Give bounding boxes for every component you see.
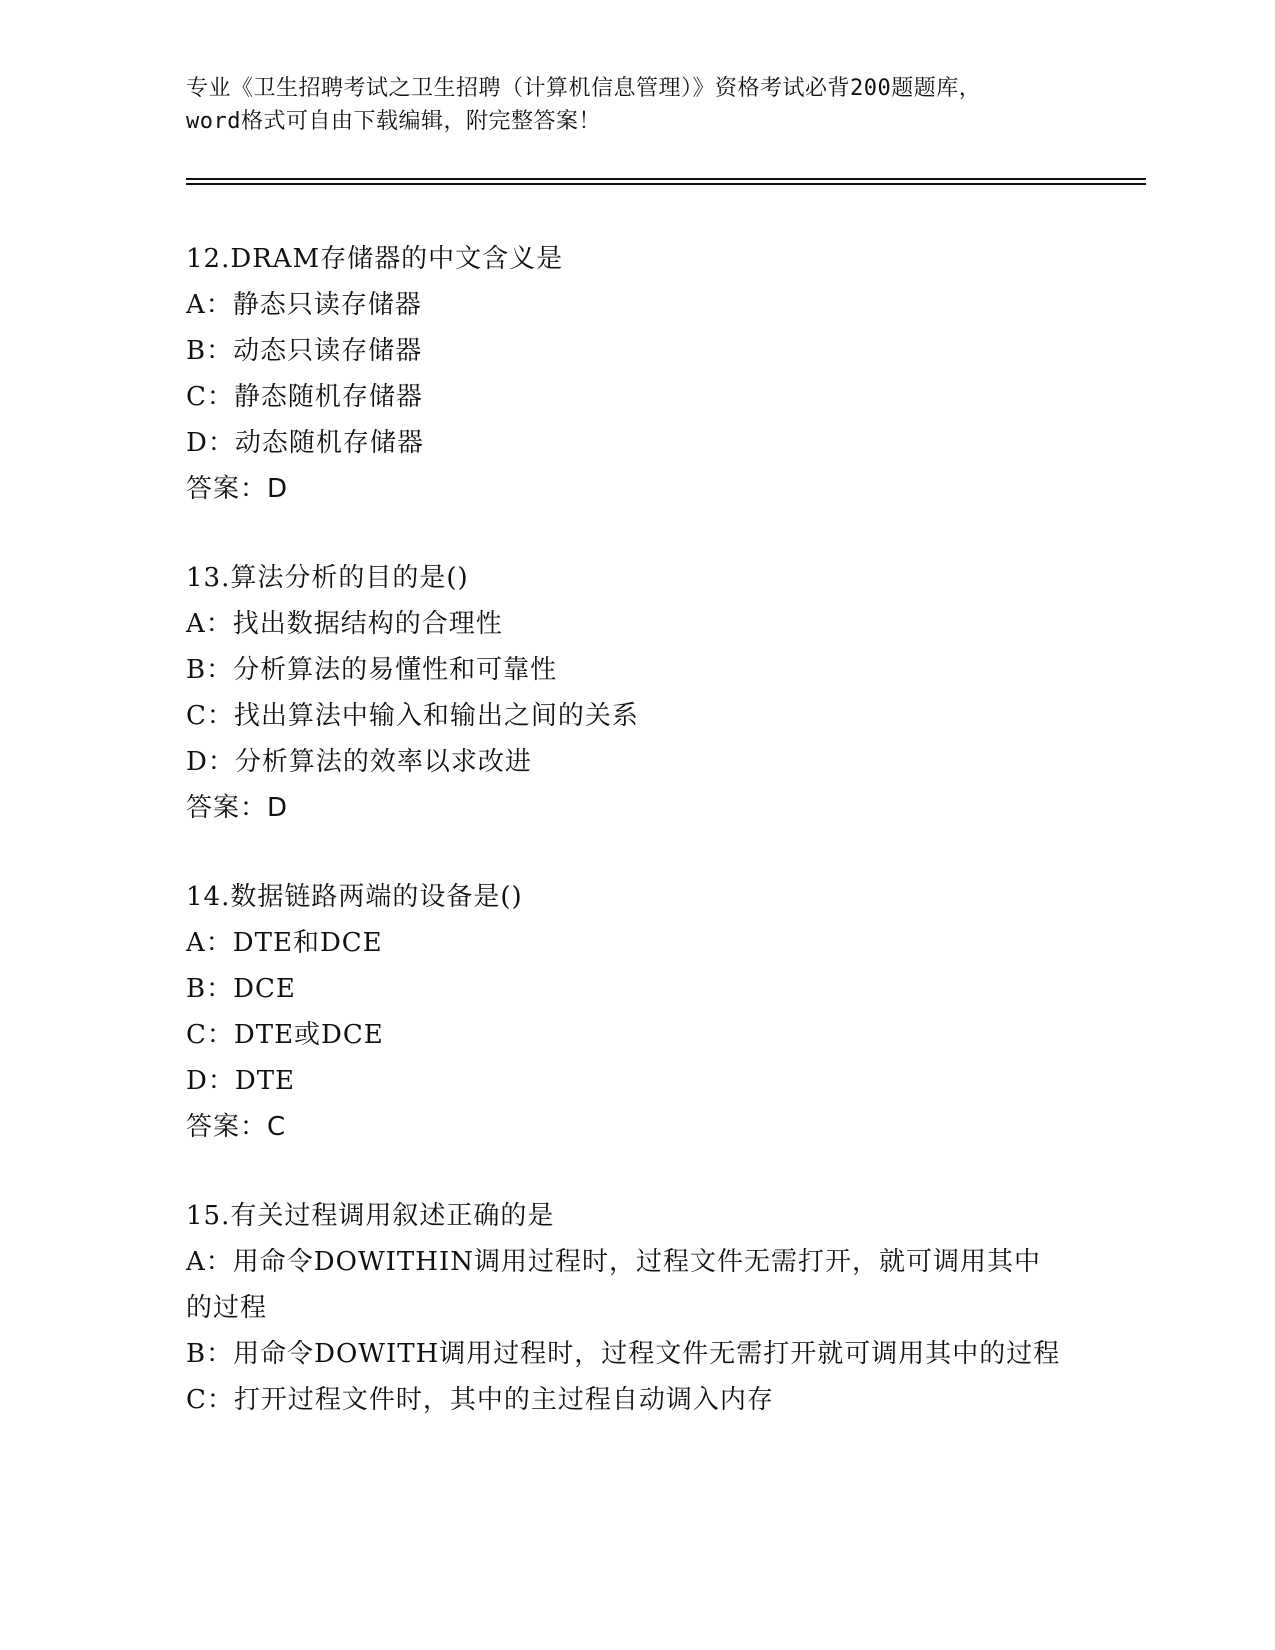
answer-line: 答案：C (186, 1112, 287, 1142)
header-line-2: word格式可自由下载编辑，附完整答案！ (186, 109, 601, 134)
option-c: C：DTE或DCE (186, 1020, 384, 1050)
option-a: A：用命令DOWITHIN调用过程时，过程文件无需打开，就可调用其中的过程 (186, 1247, 1041, 1323)
option-b: B：用命令DOWITH调用过程时，过程文件无需打开就可调用其中的过程 (186, 1339, 1061, 1369)
header-line-1: 专业《卫生招聘考试之卫生招聘（计算机信息管理）》资格考试必背200题题库， (186, 76, 982, 101)
header-divider-top (186, 178, 1146, 180)
header-divider-bottom (186, 183, 1146, 185)
option-a: A：静态只读存储器 (186, 290, 422, 320)
option-d: D：动态随机存储器 (186, 428, 424, 458)
option-b: B：分析算法的易懂性和可靠性 (186, 655, 558, 685)
answer-line: 答案：D (186, 793, 289, 823)
question-14 (186, 874, 1086, 1150)
document-header (186, 72, 1086, 138)
question-15 (186, 1193, 1086, 1423)
answer-line: 答案：D (186, 474, 289, 504)
option-d: D：分析算法的效率以求改进 (186, 747, 532, 777)
option-c: C：找出算法中输入和输出之间的关系 (186, 701, 639, 731)
question-12 (186, 236, 1086, 512)
option-d: D：DTE (186, 1066, 296, 1096)
option-b: B：动态只读存储器 (186, 336, 423, 366)
question-13 (186, 555, 1086, 831)
question-stem: 12.DRAM存储器的中文含义是 (186, 244, 564, 274)
option-c: C：打开过程文件时，其中的主过程自动调入内存 (186, 1385, 774, 1415)
option-c: C：静态随机存储器 (186, 382, 423, 412)
question-stem: 13.算法分析的目的是() (186, 563, 469, 593)
option-a: A：DTE和DCE (186, 928, 383, 958)
question-stem: 15.有关过程调用叙述正确的是 (186, 1201, 555, 1231)
question-stem: 14.数据链路两端的设备是() (186, 882, 523, 912)
option-a: A：找出数据结构的合理性 (186, 609, 503, 639)
option-b: B：DCE (186, 974, 296, 1004)
